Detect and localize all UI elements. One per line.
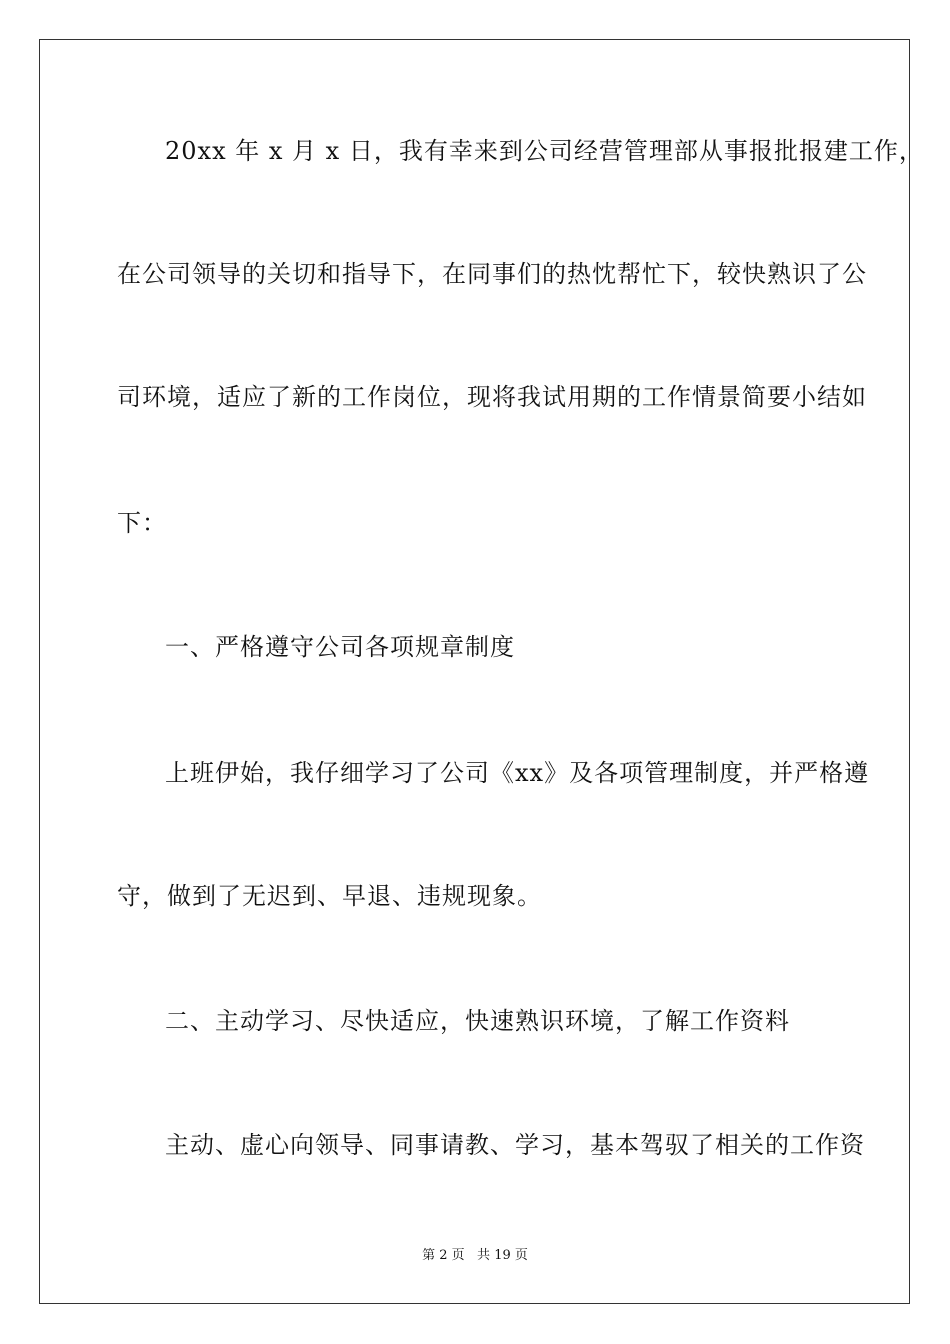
paragraph-intro-line-1: 20xx 年 x 月 x 日，我有幸来到公司经营管理部从事报批报建工作，: [165, 137, 924, 165]
section-1-line-1: 上班伊始，我仔细学习了公司《xx》及各项管理制度，并严格遵: [165, 759, 870, 787]
section-1-line-2: 守，做到了无迟到、早退、违规现象。: [117, 882, 542, 910]
paragraph-intro-line-3: 司环境，适应了新的工作岗位，现将我试用期的工作情景简要小结如: [117, 383, 867, 411]
section-2-line-1: 主动、虚心向领导、同事请教、学习，基本驾驭了相关的工作资: [165, 1131, 865, 1159]
section-heading-2: 二、主动学习、尽快适应，快速熟识环境，了解工作资料: [165, 1007, 790, 1035]
paragraph-intro-line-4: 下：: [117, 509, 167, 537]
paragraph-intro-line-2: 在公司领导的关切和指导下，在同事们的热忱帮忙下，较快熟识了公: [117, 260, 867, 288]
section-heading-1: 一、严格遵守公司各项规章制度: [165, 633, 515, 661]
page-frame: [39, 39, 910, 1304]
page-footer: 第 2 页 共 19 页: [422, 1248, 528, 1263]
